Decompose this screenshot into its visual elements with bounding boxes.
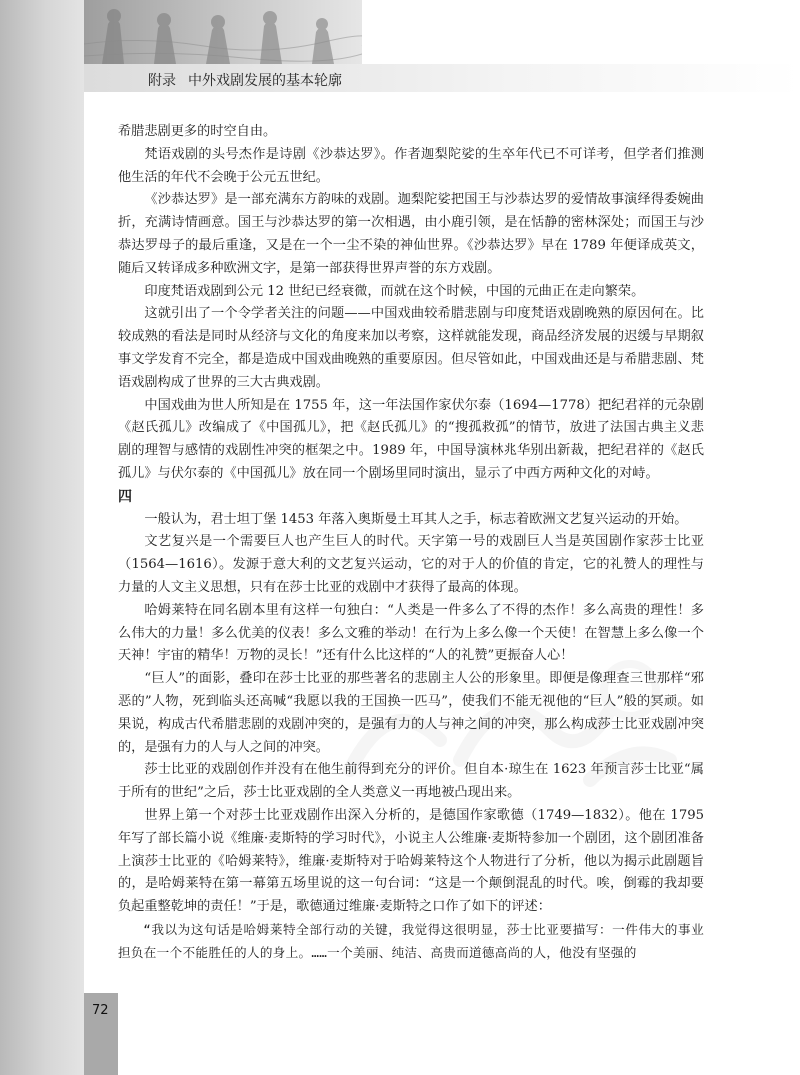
main-body-text [118, 121, 704, 964]
paragraph: 梵语戏剧的头号杰作是诗剧《沙恭达罗》。作者迦梨陀娑的生卒年代已不可详考，但学者们推测他生活的年代不会晚于公元五世纪。 [118, 146, 704, 185]
paragraph: 世界上第一个对莎士比亚戏剧作出深入分析的，是德国作家歌德（1749—1832）。他在 1795 年写了部长篇小说《维廉·麦斯特的学习时代》，小说主人公维廉·麦斯特参加一个剧团，这个剧团准备上演莎士比亚的《哈姆莱特》，维廉·麦斯特对于哈姆莱特这个人物进行了分析，他以为揭示此剧题旨的，是哈姆莱特在第一幕第五场里说的这一句台词：“这是一个颠倒混乱的时代。唉，倒霉的我却要负起重整乾坤的责任！”于是，歌德通过维廉·麦斯特之口作了如下的评述： [118, 807, 704, 915]
paragraph: 文艺复兴是一个需要巨人也产生巨人的时代。天字第一号的戏剧巨人当是英国剧作家莎士比亚（1564—1616）。发源于意大利的文艺复兴运动，它的对于人的价值的肯定，它的礼赞人的理性与力量的人文主义思想，只有在莎士比亚的戏剧中才获得了最高的体现。 [118, 534, 704, 595]
paragraph: 哈姆莱特在同名剧本里有这样一句独白：“人类是一件多么了不得的杰作！多么高贵的理性！多么伟大的力量！多么优美的仪表！多么文雅的举动！在行为上多么像一个天使！在智慧上多么像一个天神！宇宙的精华！万物的灵长！”还有什么比这样的“人的礼赞”更振奋人心！ [118, 602, 704, 664]
paragraph: 中国戏曲为世人所知是在 1755 年，这一年法国作家伏尔泰（1694—1778）把纪君祥的元杂剧《赵氏孤儿》改编成了《中国孤儿》，把《赵氏孤儿》的“搜孤救孤”的情节，放进了法国古典主义悲剧的理智与感情的戏剧性冲突的框架之中。1989 年，中国导演林兆华别出新裁，把纪君祥的《赵氏孤儿》与伏尔泰的《中国孤儿》放在同一个剧场里同时演出，显示了中西方两种文化的对峙。 [118, 397, 704, 481]
header-banner-image [84, 0, 362, 64]
banner-illustration [84, 0, 362, 64]
paragraph: 《沙恭达罗》是一部充满东方韵味的戏剧。迦梨陀娑把国王与沙恭达罗的爱情故事演绎得委婉曲折，充满诗情画意。国王与沙恭达罗的第一次相遇，由小鹿引领，是在恬静的密林深处；而国王与沙恭达罗母子的最后重逢，又是在一个一尘不染的神仙世界。《沙恭达罗》早在 1789 年便译成英文，随后又转译成多种欧洲文字，是第一部获得世界声誉的东方戏剧。 [118, 192, 704, 276]
header-section-label: 附录 [148, 73, 176, 89]
paragraph: 这就引出了一个令学者关注的问题——中国戏曲较希腊悲剧与印度梵语戏剧晚熟的原因何在。比较成熟的看法是同时从经济与文化的角度来加以考察，这样就能发现，商品经济发展的迟缓与早期叙事文学发育不完全，都是造成中国戏曲晚熟的重要原因。但尽管如此，中国戏曲还是与希腊悲剧、梵语戏剧构成了世界的三大古典戏剧。 [118, 306, 704, 390]
block-quotation: “我以为这句话是哈姆莱特全部行动的关键，我觉得这很明显，莎士比亚要描写：一件伟大的事业担负在一个不能胜任的人的身上。……一个美丽、纯洁、高贵而道德高尚的人，他没有坚强的 [118, 921, 704, 960]
paragraph: 莎士比亚的戏剧创作并没有在他生前得到充分的评价。但自本·琼生在 1623 年预言莎士比亚“属于所有的世纪”之后，莎士比亚戏剧的全人类意义一再地被凸现出来。 [118, 762, 704, 801]
running-header [148, 70, 342, 90]
paragraph-continued: 希腊悲剧更多的时空自由。 [118, 124, 277, 139]
paragraph: 印度梵语戏剧到公元 12 世纪已经衰微，而就在这个时候，中国的元曲正在走向繁荣。 [144, 283, 645, 299]
left-margin-rail [0, 0, 84, 1075]
section-heading-numeral: 四 [118, 488, 132, 505]
paragraph: “巨人”的面影，叠印在莎士比亚的那些著名的悲剧主人公的形象里。即便是像理查三世那样“邪恶的”人物，死到临头还高喊“我愿以我的王国换一匹马”，使我们不能无视他的“巨人”般的冥顽。如果说，构成古代希腊悲剧的戏剧冲突的，是强有力的人与神之间的冲突，那么构成莎士比亚戏剧冲突的，是强有力的人与人之间的冲突。 [118, 671, 704, 755]
header-section-title: 中外戏剧发展的基本轮廓 [188, 73, 342, 89]
paragraph: 一般认为，君士坦丁堡 1453 年落入奥斯曼土耳其人之手，标志着欧洲文艺复兴运动的开始。 [144, 511, 688, 527]
page-number: 72 [92, 1003, 109, 1018]
